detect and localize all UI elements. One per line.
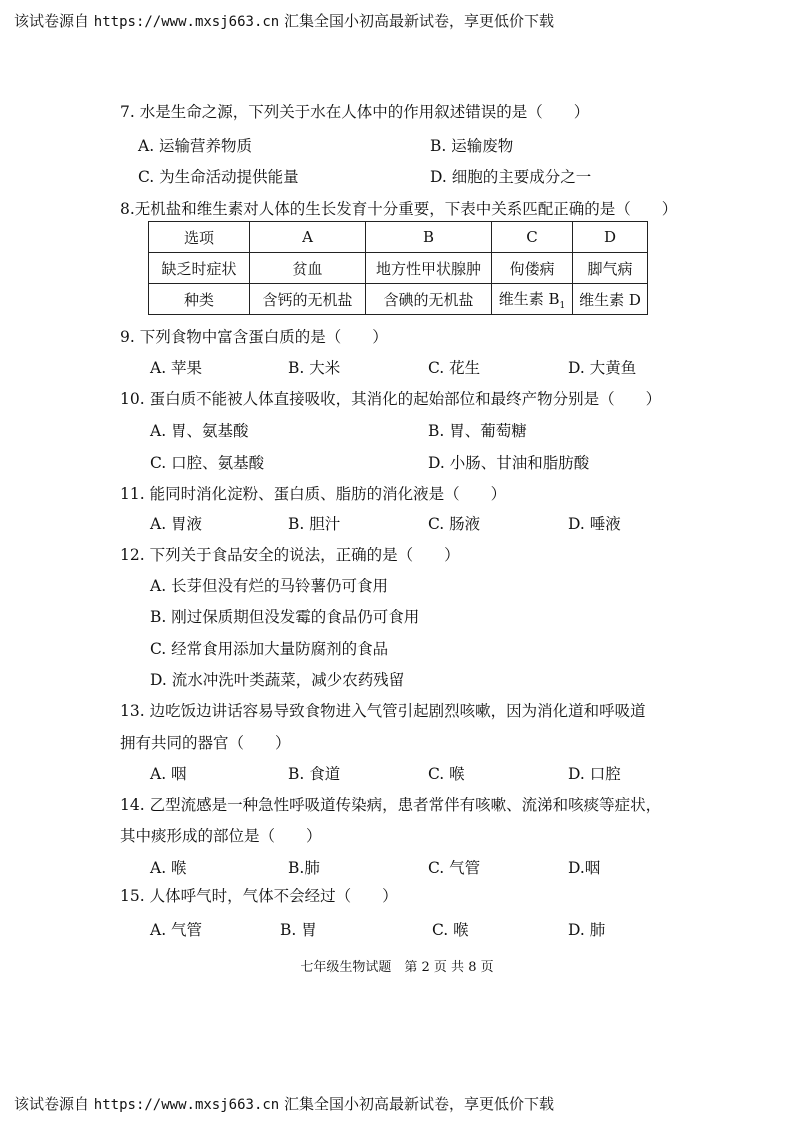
q14-stem-line1: 14. 乙型流感是一种急性呼吸道传染病，患者常伴有咳嗽、流涕和咳痰等症状， <box>120 796 662 814</box>
q13-option-a: A. 咽 <box>150 765 187 783</box>
q10-option-a: A. 胃、氨基酸 <box>150 422 249 440</box>
q14-option-d: D.咽 <box>568 859 601 877</box>
q7-option-c: C. 为生命活动提供能量 <box>138 168 299 186</box>
header-url[interactable]: https://www.mxsj663.cn <box>93 1097 280 1113</box>
q11-option-b: B. 胆汁 <box>288 515 341 533</box>
q9-stem: 9. 下列食物中富含蛋白质的是（ ） <box>120 328 388 346</box>
q15-option-c: C. 喉 <box>432 921 469 939</box>
q15-option-a: A. 气管 <box>150 921 203 939</box>
table-cell: 缺乏时症状 <box>149 253 250 284</box>
page-footer: 七年级生物试题 第 2 页 共 8 页 <box>300 960 494 975</box>
q11-option-c: C. 肠液 <box>428 515 481 533</box>
source-header-top <box>14 10 554 31</box>
table-cell: 选项 <box>149 222 250 253</box>
q12-stem: 12. 下列关于食品安全的说法，正确的是（ ） <box>120 546 460 564</box>
q12-option-d: D. 流水冲洗叶类蔬菜，减少农药残留 <box>150 671 405 689</box>
q10-stem: 10. 蛋白质不能被人体直接吸收，其消化的起始部位和最终产物分别是（ ） <box>120 390 662 408</box>
header-url[interactable]: https://www.mxsj663.cn <box>93 14 280 30</box>
q7-option-d: D. 细胞的主要成分之一 <box>430 168 592 186</box>
q14-option-c: C. 气管 <box>428 859 481 877</box>
q8-stem: 8.无机盐和维生素对人体的生长发育十分重要，下表中关系匹配正确的是（ ） <box>120 200 678 218</box>
q11-stem: 11. 能同时消化淀粉、蛋白质、脂肪的消化液是（ ） <box>120 485 507 503</box>
header-suffix: 汇集全国小初高最新试卷，享更低价下载 <box>284 12 555 30</box>
q13-option-c: C. 喉 <box>428 765 465 783</box>
q14-option-b: B.肺 <box>288 859 320 877</box>
table-cell: 贫血 <box>250 253 366 284</box>
table-row <box>149 222 648 253</box>
q8-table <box>148 221 648 315</box>
q13-stem-line1: 13. 边吃饭边讲话容易导致食物进入气管引起剧烈咳嗽，因为消化道和呼吸道 <box>120 702 646 720</box>
header-suffix: 汇集全国小初高最新试卷，享更低价下载 <box>284 1095 555 1113</box>
q9-option-b: B. 大米 <box>288 359 341 377</box>
table-cell <box>492 284 573 315</box>
q7-stem: 7. 水是生命之源，下列关于水在人体中的作用叙述错误的是（ ） <box>120 103 590 121</box>
q10-option-c: C. 口腔、氨基酸 <box>150 454 265 472</box>
table-cell: B <box>366 222 492 253</box>
q12-option-b: B. 刚过保质期但没发霉的食品仍可食用 <box>150 608 420 626</box>
q13-stem-line2: 拥有共同的器官（ ） <box>120 734 291 752</box>
source-header-bottom <box>14 1093 554 1114</box>
q14-stem-line2: 其中痰形成的部位是（ ） <box>120 827 322 845</box>
q15-stem: 15. 人体呼气时，气体不会经过（ ） <box>120 887 398 905</box>
header-prefix: 该试卷源自 <box>14 12 90 30</box>
q7-option-b: B. 运输废物 <box>430 137 514 155</box>
table-cell: 脚气病 <box>573 253 648 284</box>
q7-option-a: A. 运输营养物质 <box>138 137 253 155</box>
vitamin-b-label: 维生素 B <box>498 289 560 308</box>
table-cell: 含碘的无机盐 <box>366 284 492 315</box>
table-cell: 含钙的无机盐 <box>250 284 366 315</box>
q13-option-b: B. 食道 <box>288 765 341 783</box>
q15-option-b: B. 胃 <box>280 921 317 939</box>
table-cell: D <box>573 222 648 253</box>
q13-option-d: D. 口腔 <box>568 765 621 783</box>
table-cell: 佝偻病 <box>492 253 573 284</box>
q12-option-c: C. 经常食用添加大量防腐剂的食品 <box>150 640 389 658</box>
q9-option-d: D. 大黄鱼 <box>568 359 637 377</box>
q10-option-b: B. 胃、葡萄糖 <box>428 422 527 440</box>
q14-option-a: A. 喉 <box>150 859 187 877</box>
table-cell: A <box>250 222 366 253</box>
table-cell: C <box>492 222 573 253</box>
header-prefix: 该试卷源自 <box>14 1095 90 1113</box>
table-row <box>149 253 648 284</box>
table-row <box>149 284 648 315</box>
q11-option-d: D. 唾液 <box>568 515 621 533</box>
table-cell: 种类 <box>149 284 250 315</box>
q12-option-a: A. 长芽但没有烂的马铃薯仍可食用 <box>150 577 389 595</box>
q9-option-a: A. 苹果 <box>150 359 203 377</box>
q10-option-d: D. 小肠、甘油和脂肪酸 <box>428 454 590 472</box>
table-cell: 地方性甲状腺肿 <box>366 253 492 284</box>
q11-option-a: A. 胃液 <box>150 515 203 533</box>
vitamin-b-subscript: 1 <box>559 300 566 311</box>
q15-option-d: D. 肺 <box>568 921 606 939</box>
q9-option-c: C. 花生 <box>428 359 481 377</box>
table-cell: 维生素 D <box>573 284 648 315</box>
